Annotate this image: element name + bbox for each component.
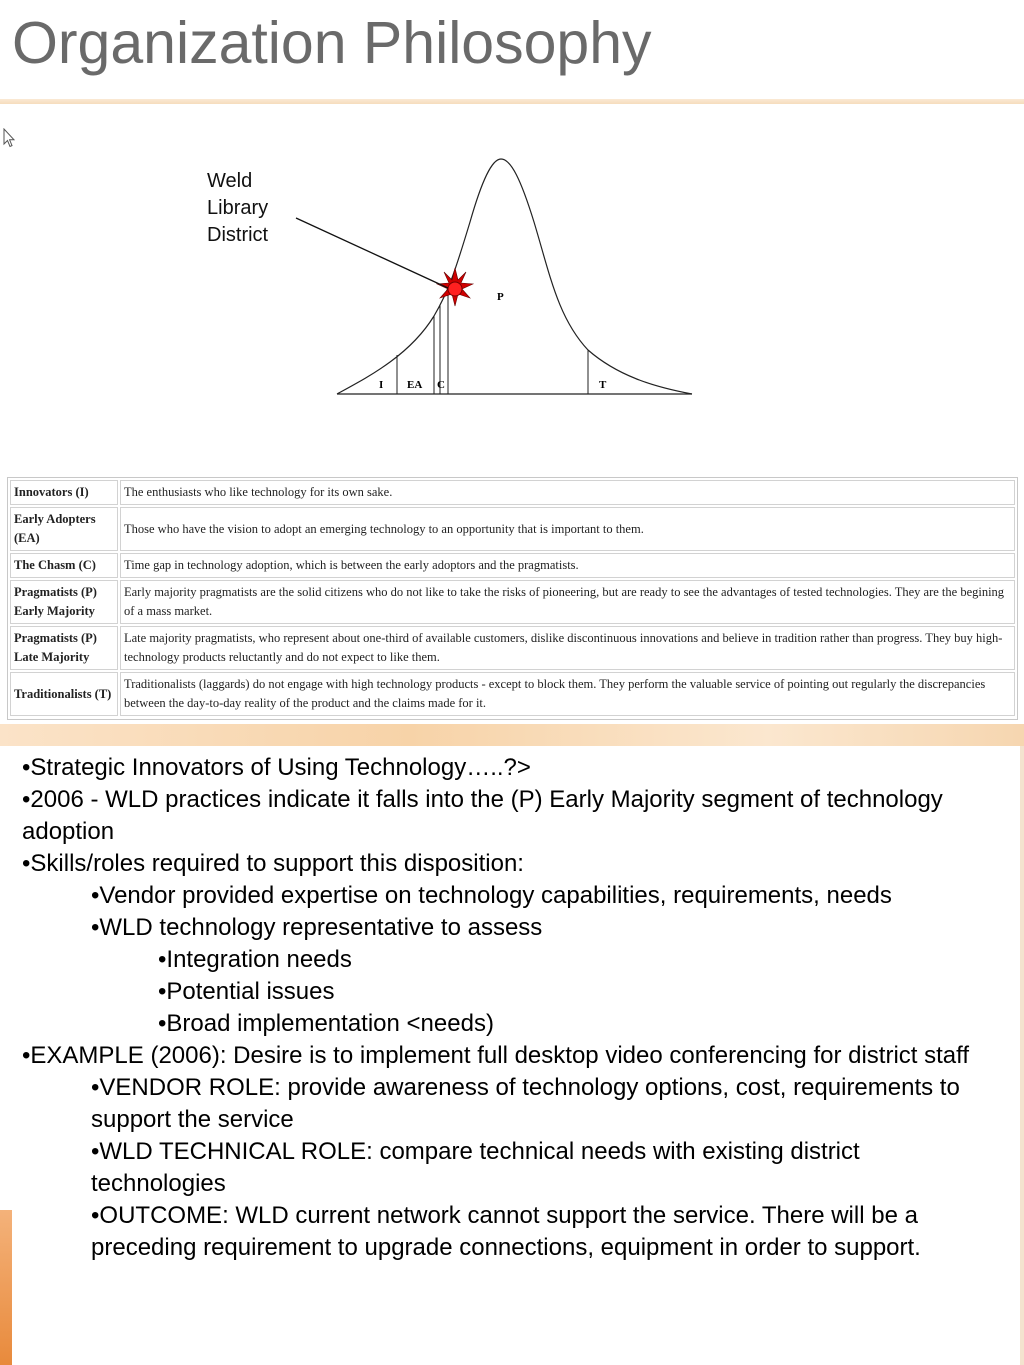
segment-term-cell xyxy=(10,626,118,670)
segment-term: Early Adopters xyxy=(14,512,96,526)
segment-term: Pragmatists (P) xyxy=(14,585,97,599)
segment-label-c: C xyxy=(437,379,445,391)
segment-term: The Chasm (C) xyxy=(14,558,96,572)
bullet-item-level-1: •2006 - WLD practices indicate it falls into the (P) Early Majority segment of technology adoption xyxy=(22,786,943,845)
segment-definition: Late majority pragmatists, who represent about one-third of available customers, dislike discontinuous innovations and believe in tradition rather than progress. They buy high-technology products reluctantly and do not expect to like them. xyxy=(120,626,1015,670)
bullet-item-level-3: •Broad implementation <needs) xyxy=(158,1010,494,1037)
bullet-item-level-1: •Strategic Innovators of Using Technology…..?> xyxy=(22,754,531,781)
segment-term: Innovators (I) xyxy=(14,485,89,499)
segment-term: (EA) xyxy=(14,531,40,545)
segment-term-cell xyxy=(10,672,118,716)
table-row xyxy=(10,580,1015,624)
segment-definition: Early majority pragmatists are the solid citizens who do not like to take the risks of pioneering, but are ready to see the advantages of tested technologies. They are the begining of a mass market. xyxy=(120,580,1015,624)
table-row xyxy=(10,507,1015,551)
mouse-pointer-icon xyxy=(3,128,15,148)
title-divider xyxy=(0,99,1024,104)
callout-line: Weld xyxy=(207,170,253,192)
table-row xyxy=(10,553,1015,578)
segment-label-ea: EA xyxy=(407,379,423,391)
segment-term: Late Majority xyxy=(14,650,90,664)
bullet-item-level-2: •Vendor provided expertise on technology capabilities, requirements, needs xyxy=(91,882,892,909)
segment-label-t: T xyxy=(599,379,607,391)
bullet-notes xyxy=(22,752,997,1264)
callout-line: District xyxy=(207,224,269,246)
bullet-item-level-3: •Integration needs xyxy=(158,946,352,973)
segment-term-cell xyxy=(10,480,118,505)
adoption-segments-table xyxy=(7,477,1018,720)
table-row xyxy=(10,480,1015,505)
right-edge-decoration xyxy=(1020,746,1024,1365)
bullet-item-level-3: •Potential issues xyxy=(158,978,335,1005)
bullet-item-level-1: •Skills/roles required to support this disposition: xyxy=(22,850,524,877)
weld-library-callout xyxy=(207,168,268,249)
left-edge-decoration xyxy=(0,1210,12,1365)
bullet-item-level-2: •VENDOR ROLE: provide awareness of technology options, cost, requirements to support the service xyxy=(91,1074,960,1133)
segment-label-i: I xyxy=(379,379,384,391)
callout-line: Library xyxy=(207,197,269,219)
segment-term-cell xyxy=(10,553,118,578)
bullet-item-level-2: •WLD technology representative to assess xyxy=(91,914,543,941)
bullet-item-level-2: •OUTCOME: WLD current network cannot support the service. There will be a preceding requirement to upgrade connections, equipment in order to support. xyxy=(91,1202,921,1261)
table-row xyxy=(10,626,1015,670)
decorative-band xyxy=(0,724,1024,746)
segment-term-cell xyxy=(10,580,118,624)
segment-term-cell xyxy=(10,507,118,551)
segment-term: Traditionalists (T) xyxy=(14,686,112,701)
segment-definition: Traditionalists (laggards) do not engage with high technology products - except to block them. They perform the valuable service of pointing out regularly the discrepancies between the day-to-day reality of the product and the claims made for it. xyxy=(120,672,1015,716)
page-title: Organization Philosophy xyxy=(12,10,652,76)
bullet-item-level-2: •WLD TECHNICAL ROLE: compare technical needs with existing district technologies xyxy=(91,1138,860,1197)
segment-definition: The enthusiasts who like technology for its own sake. xyxy=(120,480,1015,505)
table-row xyxy=(10,672,1015,716)
segment-label-p: P xyxy=(497,291,504,303)
callout-leader-line xyxy=(290,210,460,305)
segment-definition: Those who have the vision to adopt an emerging technology to an opportunity that is important to them. xyxy=(120,507,1015,551)
segment-definition: Time gap in technology adoption, which is between the early adoptors and the pragmatists. xyxy=(120,553,1015,578)
segment-term: Early Majority xyxy=(14,604,95,618)
bullet-item-level-1: •EXAMPLE (2006): Desire is to implement full desktop video conferencing for district staff xyxy=(22,1042,970,1069)
segment-term: Pragmatists (P) xyxy=(14,631,97,645)
